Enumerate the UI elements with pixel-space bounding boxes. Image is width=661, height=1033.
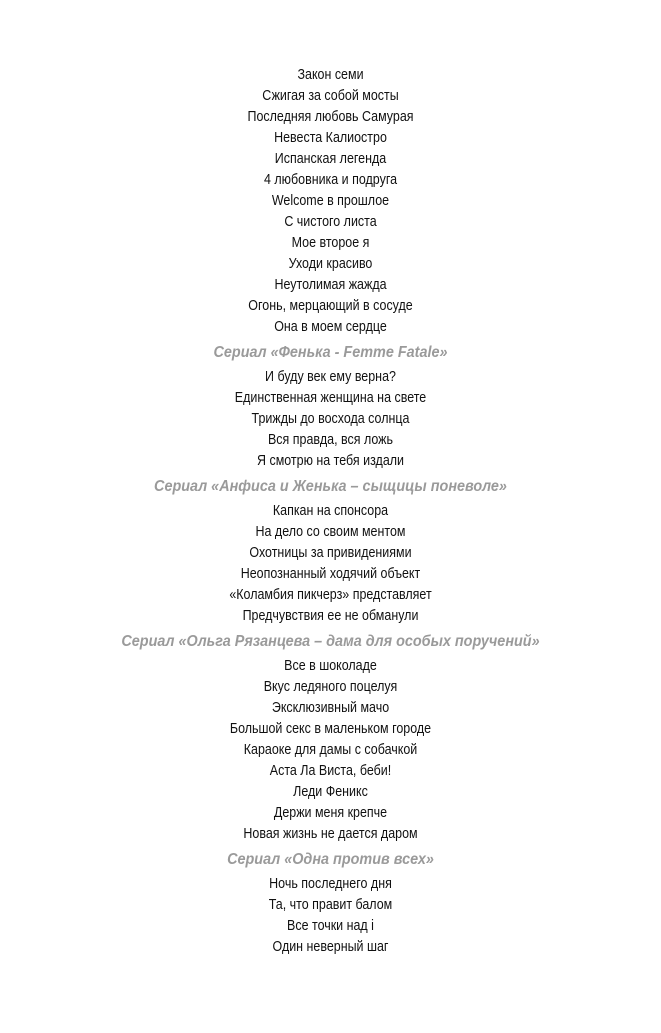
book-title: Караоке для дамы с собачкой: [243, 742, 418, 758]
book-title: Один неверный шаг: [272, 939, 389, 955]
book-title: Аста Ла Виста, беби!: [269, 763, 392, 779]
book-title: Охотницы за привидениями: [249, 545, 412, 561]
book-title: Большой секс в маленьком городе: [229, 721, 432, 737]
series-heading: Сериал «Фенька - Femme Fatale»: [213, 344, 448, 361]
book-title: Все в шоколаде: [284, 658, 377, 674]
book-title: 4 любовника и подруга: [263, 172, 398, 188]
book-title: Держи меня крепче: [273, 805, 388, 821]
series-heading: Сериал «Ольга Рязанцева – дама для особых поручений»: [121, 633, 540, 650]
book-title: С чистого листа: [284, 214, 377, 230]
book-title: «Коламбия пикчерз» представляет: [229, 587, 432, 603]
book-title: Вкус ледяного поцелуя: [263, 679, 398, 695]
book-title: Неутолимая жажда: [274, 277, 387, 293]
book-title: Сжигая за собой мосты: [262, 88, 399, 104]
book-title: Уходи красиво: [288, 256, 373, 272]
book-title: Леди Феникс: [293, 784, 368, 800]
title-group-3: [0, 631, 661, 845]
book-title: Единственная женщина на свете: [234, 390, 427, 406]
title-group-1: [0, 342, 661, 472]
title-group-0: [0, 65, 661, 338]
book-title: Новая жизнь не дается даром: [243, 826, 418, 842]
book-title: Предчувствия ее не обманули: [242, 608, 419, 624]
title-group-4: [0, 849, 661, 958]
book-title: И буду век ему верна?: [265, 369, 396, 385]
book-list-page: [0, 65, 661, 958]
book-title: Ночь последнего дня: [269, 876, 392, 892]
book-title: Мое второе я: [291, 235, 370, 251]
book-title: Неопознанный ходячий объект: [240, 566, 421, 582]
book-title: Все точки над i: [287, 918, 374, 934]
book-title: Испанская легенда: [274, 151, 387, 167]
book-title: Welcome в прошлое: [271, 193, 390, 209]
series-heading: Сериал «Анфиса и Женька – сыщицы поневоле»: [154, 478, 507, 495]
book-title: Капкан на спонсора: [272, 503, 389, 519]
book-title: Эксклюзивный мачо: [271, 700, 390, 716]
title-group-2: [0, 476, 661, 627]
book-title: Закон семи: [297, 67, 364, 83]
book-title: Я смотрю на тебя издали: [256, 453, 405, 469]
book-title: На дело со своим ментом: [255, 524, 406, 540]
book-title: Трижды до восхода солнца: [251, 411, 410, 427]
book-title: Вся правда, вся ложь: [267, 432, 393, 448]
series-heading: Сериал «Одна против всех»: [227, 851, 434, 868]
book-title: Огонь, мерцающий в сосуде: [248, 298, 413, 314]
book-title: Та, что правит балом: [268, 897, 393, 913]
book-title: Невеста Калиостро: [274, 130, 387, 146]
book-title: Она в моем сердце: [274, 319, 387, 335]
book-title: Последняя любовь Самурая: [247, 109, 414, 125]
